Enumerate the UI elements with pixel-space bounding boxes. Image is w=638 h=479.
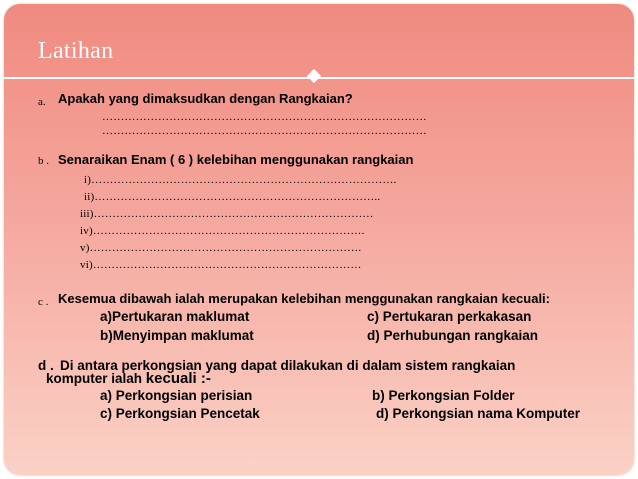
slide-title: Latihan [38, 38, 114, 64]
question-d-text-line-2 [46, 370, 211, 387]
question-c-marker: c . [38, 296, 49, 308]
question-c-text: Kesemua dibawah ialah merupakan kelebihan menggunakan rangkaian kecuali: [58, 291, 551, 306]
question-b-answer-line-1: i)………………………………………………………………………. [84, 174, 397, 186]
question-c-option-c: c) Pertukaran perkakasan [367, 309, 532, 324]
question-c-option-b: b)Menyimpan maklumat [100, 328, 254, 343]
question-d-option-c: c) Perkongsian Pencetak [100, 406, 260, 421]
question-b-answer-line-3: iii)………………………………………………………………… [80, 208, 374, 220]
question-b-answer-line-2: ii)………………………………………………………………….. [84, 191, 381, 203]
question-b-answer-line-4: iv)………………………………………………………………. [80, 225, 365, 237]
question-b-answer-line-5: v)………………………………………………………………. [80, 242, 362, 254]
question-a-answer-line-1: …………………………………………………………………………… [102, 111, 427, 123]
question-c-option-a: a)Pertukaran maklumat [100, 309, 250, 324]
question-b-answer-line-6: vi)……………………………………………………………… [80, 259, 362, 271]
question-b-text: Senaraikan Enam ( 6 ) kelebihan menggunakan rangkaian [58, 152, 414, 167]
divider-diamond [307, 69, 321, 83]
question-d-text-prefix: komputer ialah [46, 371, 143, 386]
slide [4, 4, 634, 475]
question-d-emphasis: kecuali :- [145, 370, 211, 387]
question-a-text: Apakah yang dimaksudkan dengan Rangkaian? [58, 91, 353, 106]
question-a-answer-line-2: …………………………………………………………………………… [102, 125, 427, 137]
question-d-text-line-1: Di antara perkongsian yang dapat dilakukan di dalam sistem rangkaian [60, 358, 516, 373]
question-d-option-a: a) Perkongsian perisian [100, 388, 253, 403]
question-c-option-d: d) Perhubungan rangkaian [367, 328, 539, 343]
question-a-marker: a. [38, 96, 46, 108]
question-d-option-d: d) Perkongsian nama Komputer [376, 406, 581, 421]
question-b-marker: b . [38, 155, 49, 167]
question-d-option-b: b) Perkongsian Folder [372, 388, 515, 403]
question-d-marker: d . [38, 358, 54, 373]
title-divider [4, 77, 634, 79]
